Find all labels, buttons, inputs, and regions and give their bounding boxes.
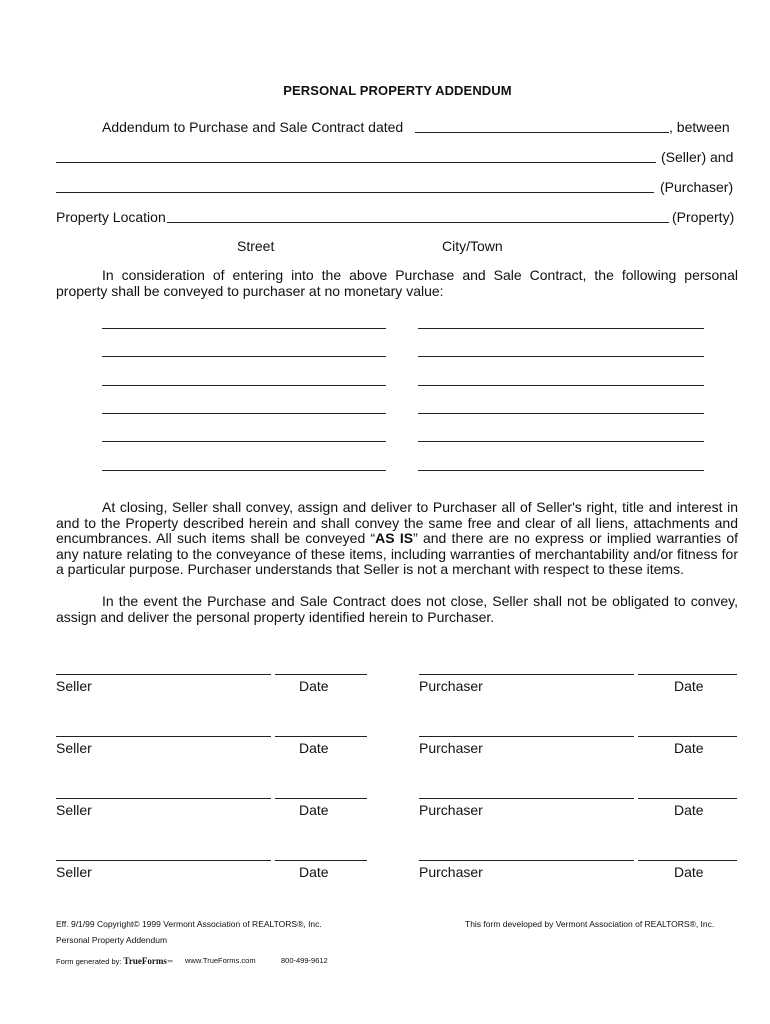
item-line[interactable] [418, 328, 704, 329]
item-line[interactable] [418, 441, 704, 442]
event-text: In the event the Purchase and Sale Contract does not close, Seller shall not be obligated to convey, assign and deliver the personal property identified herein to Purchaser. [56, 593, 738, 625]
seller-date-line[interactable] [275, 674, 367, 675]
consideration-text: In consideration of entering into the above Purchase and Sale Contract, the following personal property shall be conveyed to purchaser at no monetary value: [56, 267, 738, 299]
date-label: Date [674, 864, 704, 880]
date-label: Date [299, 740, 329, 756]
item-line[interactable] [102, 328, 386, 329]
footer-effective-copyright: Eff. 9/1/99 Copyright© 1999 Vermont Association of REALTORS®, Inc. [56, 919, 322, 929]
date-label: Date [299, 802, 329, 818]
seller-date-line[interactable] [275, 860, 367, 861]
purchaser-name-field[interactable] [56, 192, 654, 193]
street-label: Street [237, 238, 275, 254]
footer-phone: 800-499-9612 [281, 956, 328, 965]
purchaser-label: Purchaser [419, 740, 483, 756]
purchaser-signature-line[interactable] [419, 674, 634, 675]
date-label: Date [674, 740, 704, 756]
item-line[interactable] [102, 441, 386, 442]
purchaser-tag: (Purchaser) [660, 179, 734, 195]
contract-date-field[interactable] [415, 132, 669, 133]
property-tag: (Property) [672, 209, 735, 225]
between-label: , between [669, 119, 730, 135]
closing-text-part-2: ” and there are no express or implied warranties of any nature relating to the conveyance of these items, including warranties of merchantability and/or fitness for a particular purpose. Purchaser understands that Seller is not a merchant with respect to these items. [56, 530, 738, 578]
item-line[interactable] [418, 356, 704, 357]
seller-name-field[interactable] [56, 162, 656, 163]
generated-by-label: Form generated by: [56, 957, 122, 966]
purchaser-date-line[interactable] [638, 798, 737, 799]
property-location-field[interactable] [167, 222, 669, 223]
seller-label: Seller [56, 864, 92, 880]
purchaser-date-line[interactable] [638, 860, 737, 861]
seller-label: Seller [56, 740, 92, 756]
item-line[interactable] [102, 413, 386, 414]
document-title: PERSONAL PROPERTY ADDENDUM [283, 83, 512, 98]
date-label: Date [299, 678, 329, 694]
purchaser-date-line[interactable] [638, 674, 737, 675]
item-line[interactable] [418, 470, 704, 471]
seller-signature-line[interactable] [56, 736, 271, 737]
seller-signature-line[interactable] [56, 674, 271, 675]
footer-website-link[interactable]: www.TrueForms.com [185, 956, 256, 965]
city-town-label: City/Town [442, 238, 503, 254]
event-paragraph [56, 594, 738, 625]
footer-generated-by: Form generated by: TrueForms™ [56, 956, 173, 966]
seller-date-line[interactable] [275, 736, 367, 737]
date-label: Date [674, 802, 704, 818]
purchaser-label: Purchaser [419, 802, 483, 818]
purchaser-label: Purchaser [419, 864, 483, 880]
item-line[interactable] [102, 356, 386, 357]
seller-label: Seller [56, 678, 92, 694]
seller-date-line[interactable] [275, 798, 367, 799]
date-label: Date [299, 864, 329, 880]
item-line[interactable] [102, 470, 386, 471]
seller-label: Seller [56, 802, 92, 818]
closing-text-part-1: At closing, Seller shall convey, assign and deliver to Purchaser all of Seller's right, title and interest in and to the Property described herein and shall convey the same free and clear of all liens, attachments and encumbrances. All such items shall be conveyed “ [56, 499, 738, 547]
item-line[interactable] [102, 385, 386, 386]
property-location-label: Property Location [56, 209, 166, 225]
date-label: Date [674, 678, 704, 694]
seller-signature-line[interactable] [56, 798, 271, 799]
footer-developed-by: This form developed by Vermont Association of REALTORS®, Inc. [465, 919, 715, 929]
item-line[interactable] [418, 385, 704, 386]
seller-signature-line[interactable] [56, 860, 271, 861]
seller-tag: (Seller) and [661, 149, 734, 165]
footer-form-name: Personal Property Addendum [56, 935, 168, 945]
purchaser-signature-line[interactable] [419, 736, 634, 737]
addendum-label: Addendum to Purchase and Sale Contract dated [102, 119, 404, 135]
closing-paragraph [56, 500, 738, 578]
purchaser-label: Purchaser [419, 678, 483, 694]
consideration-paragraph [56, 268, 738, 299]
trueforms-logo: TrueForms [123, 956, 167, 966]
as-is-text: AS IS [375, 530, 414, 547]
purchaser-date-line[interactable] [638, 736, 737, 737]
purchaser-signature-line[interactable] [419, 860, 634, 861]
item-line[interactable] [418, 413, 704, 414]
purchaser-signature-line[interactable] [419, 798, 634, 799]
